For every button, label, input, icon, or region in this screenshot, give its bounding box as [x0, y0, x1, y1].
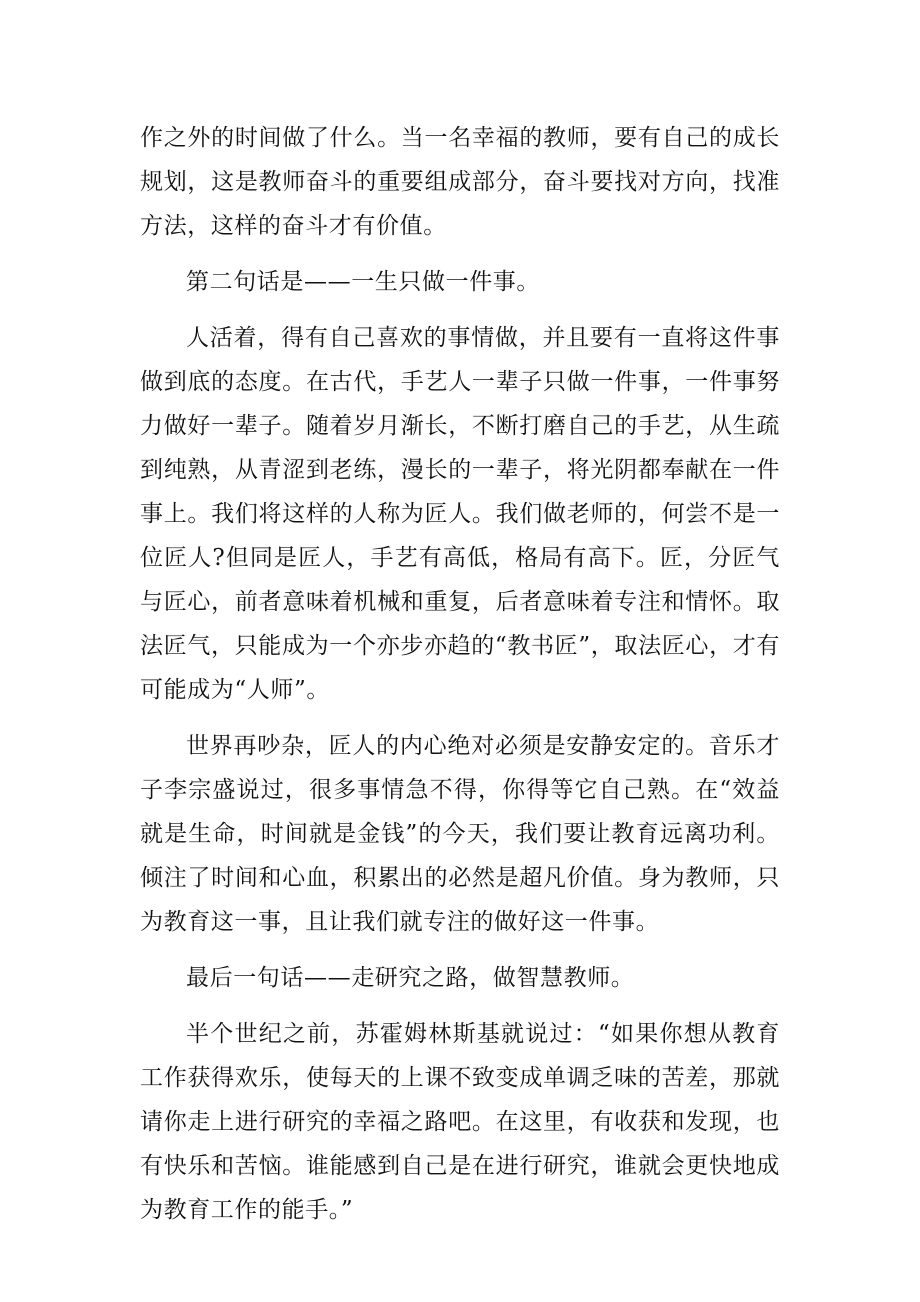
paragraph-heading-last: 最后一句话——走研究之路，做智慧教师。	[186, 965, 635, 991]
paragraph-craftsman: 人活着，得有自己喜欢的事情做，并且要有一直将这件事做到底的态度。在古代，手艺人一辈子只做一件事，一件事努力做好一辈子。随着岁月渐长，不断打磨自己的手艺，从生疏到纯熟，从青涩到老练，漫长的一辈子，将光阴都奉献在一件事上。我们将这样的人称为匠人。我们做老师的，何尝不是一位匠人?但同是匠人，手艺有高低，格局有高下。匠，分匠气与匠心，前者意味着机械和重复，后者意味着专注和情怀。取法匠气，只能成为一个亦步亦趋的“教书匠”，取法匠心，才有可能成为“人师”。	[140, 325, 780, 703]
paragraph-research-quote: 半个世纪之前，苏霍姆林斯基就说过：“如果你想从教育工作获得欢乐，使每天的上课不致变成单调乏味的苦差，那就请你走上进行研究的幸福之路吧。在这里，有收获和发现，也有快乐和苦恼。谁能感到自己是在进行研究，谁就会更快地成为教育工作的能手。”	[140, 1021, 780, 1223]
document-page	[140, 116, 780, 1232]
paragraph-quiet-mind: 世界再吵杂，匠人的内心绝对必须是安静安定的。音乐才子李宗盛说过，很多事情急不得，你得等它自己熟。在“效益就是生命，时间就是金钱”的今天，我们要让教育远离功利。倾注了时间和心血，积累出的必然是超凡价值。身为教师，只为教育这一事，且让我们就专注的做好这一件事。	[140, 733, 780, 935]
paragraph-heading-second: 第二句话是——一生只做一件事。	[186, 269, 540, 295]
paragraph-continuation: 作之外的时间做了什么。当一名幸福的教师，要有自己的成长规划，这是教师奋斗的重要组成部分，奋斗要找对方向，找准方法，这样的奋斗才有价值。	[140, 125, 780, 239]
